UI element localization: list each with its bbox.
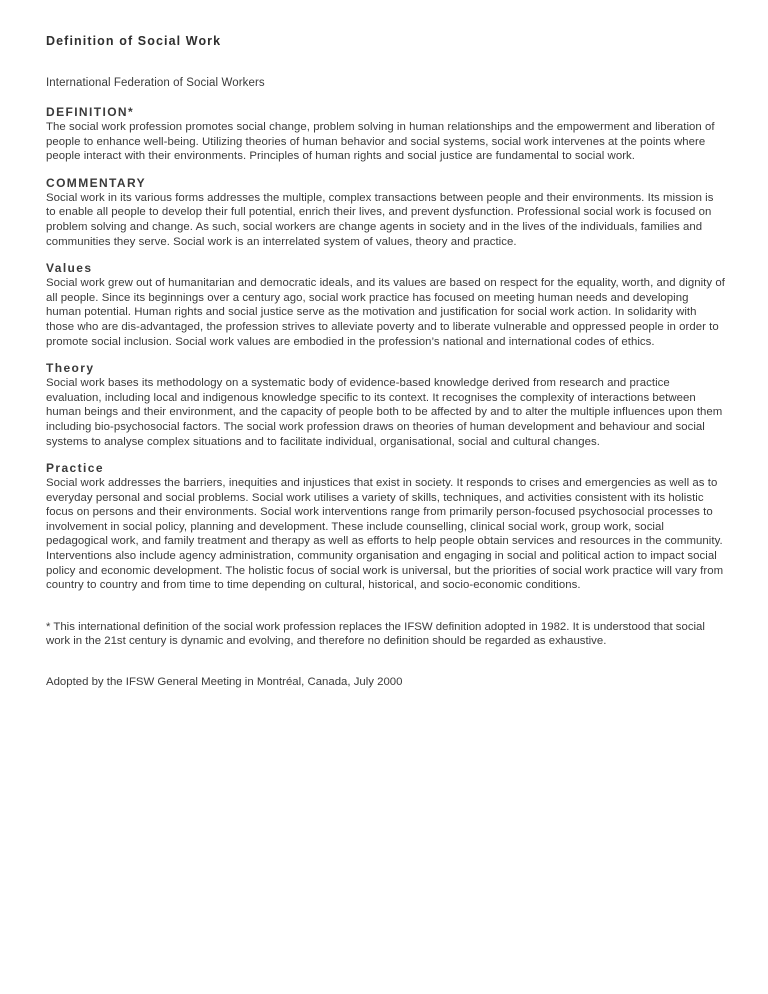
section-body: The social work profession promotes social change, problem solving in human relationships and the empowerment and liberation of people to enhance well-being. Utilizing theories of human behavior and social systems, social work intervenes at the points where people interact with their environments. Principles of human rights and social justice are fundamental to social work. xyxy=(46,121,715,163)
document-page xyxy=(46,34,726,690)
section-body: Social work grew out of humanitarian and democratic ideals, and its values are based on respect for the equality, worth, and dignity of all people. Since its beginnings over a century ago, social work practice has focused on meeting human needs and developing human potential. Human rights and social justice serve as the motivation and justification for social work action. In solidarity with those who are dis-advantaged, the profession strives to alleviate poverty and to liberate vulnerable and oppressed people in order to promote social inclusion. Social work values are embodied in the profession’s national and international codes of ethics. xyxy=(46,277,725,348)
section-heading: COMMENTARY xyxy=(46,175,146,190)
section-heading: DEFINITION* xyxy=(46,105,135,119)
section-practice xyxy=(46,461,726,593)
adoption-note: Adopted by the IFSW General Meeting in Montréal, Canada, July 2000 xyxy=(46,676,403,689)
footnote: * This international definition of the social work profession replaces the IFSW definition adopted in 1982. It is understood that social work in the 21st century is dynamic and evolving, and therefore no definition should be regarded as exhaustive. xyxy=(46,620,705,648)
section-values xyxy=(46,261,726,349)
section-body: Social work addresses the barriers, inequities and injustices that exist in society. It responds to crises and emergencies as well as to everyday personal and social problems. Social work utilises a variety of skills, techniques, and activities consistent with its holistic focus on persons and their environments. Social work interventions range from primarily person-focused psychosocial processes to involvement in social policy, planning and development. These include counselling, clinical social work, group work, social pedagogical work, and family treatment and therapy as well as efforts to help people obtain services and resources in the community. Interventions also include agency administration, community organisation and engaging in social and political action to impact social policy and economic development. The holistic focus of social work is universal, but the priorities of social work practice will vary from country to country and from time to time depending on cultural, historical, and socio-economic conditions. xyxy=(46,477,724,592)
section-body: Social work bases its methodology on a systematic body of evidence-based knowledge derived from research and practice evaluation, including local and indigenous knowledge specific to its context. It recognises the complexity of interactions between human beings and their environment, and the capacity of people both to be affected by and to alter the multiple influences upon them including bio-psychosocial factors. The social work profession draws on theories of human development and behaviour and social systems to analyse complex situations and to facilitate individual, organisational, social and cultural changes. xyxy=(46,377,723,448)
section-heading: Practice xyxy=(46,461,104,476)
document-title: Definition of Social Work xyxy=(46,34,222,48)
section-heading: Theory xyxy=(46,361,95,376)
section-theory xyxy=(46,361,726,449)
section-body: Social work in its various forms addresses the multiple, complex transactions between people and their environments. Its mission is to enable all people to develop their full potential, enrich their lives, and prevent dysfunction. Professional social work is focused on problem solving and change. As such, social workers are change agents in society and in the lives of the individuals, families and communities they serve. Social work is an interrelated system of values, theory and practice. xyxy=(46,191,714,248)
section-heading: Values xyxy=(46,261,93,276)
section-commentary xyxy=(46,176,726,249)
organization-name: International Federation of Social Workers xyxy=(46,77,265,89)
section-definition xyxy=(46,105,726,164)
